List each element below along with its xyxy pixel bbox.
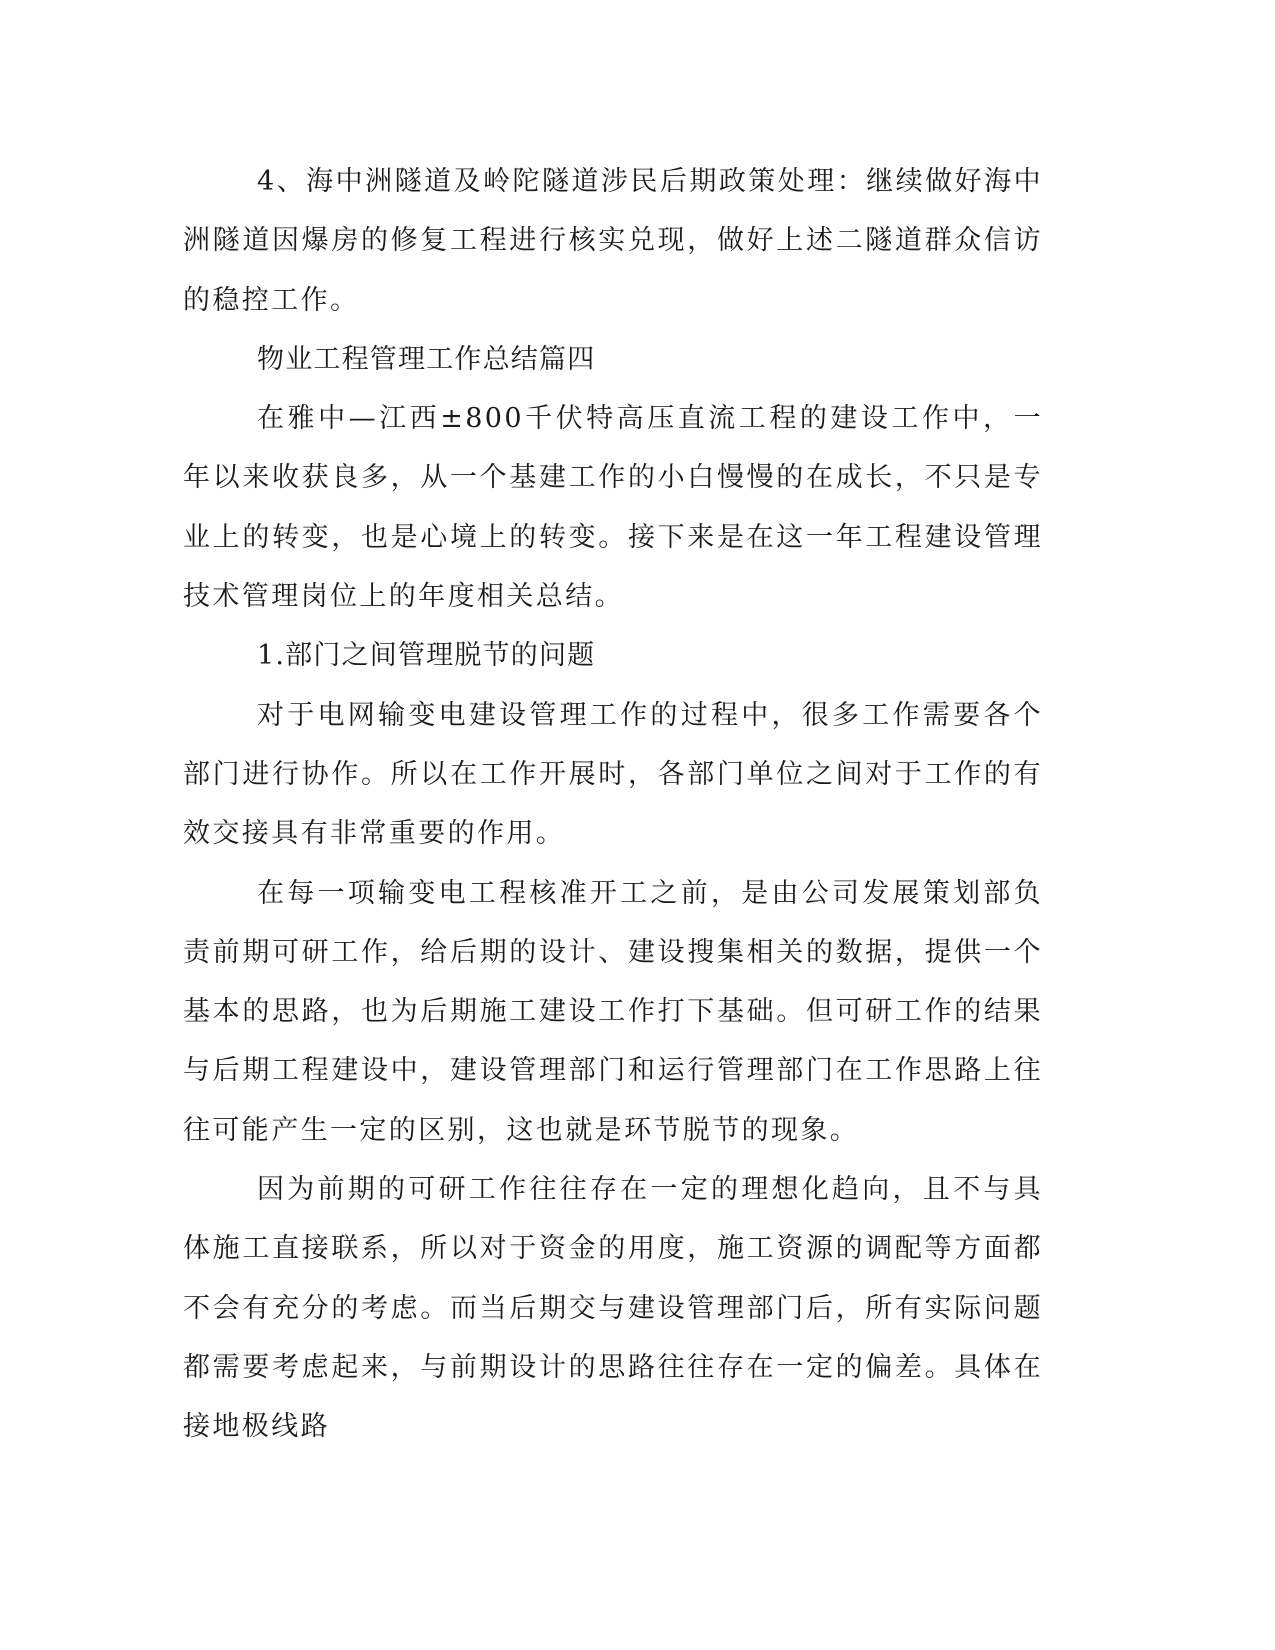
subheading-department-disconnect: 1.部门之间管理脱节的问题 [257, 640, 596, 672]
paragraph-intro: 在雅中—江西±800千伏特高压直流工程的建设工作中，一年以来收获良多，从一个基建工作的小白慢慢的在成长，不只是专业上的转变，也是心境上的转变。接下来是在这一年工程建设管理技术管理岗位上的年度相关总结。 [183, 403, 1043, 613]
paragraph-coordination: 对于电网输变电建设管理工作的过程中，很多工作需要各个部门进行协作。所以在工作开展时，各部门单位之间对于工作的有效交接具有非常重要的作用。 [183, 699, 1043, 850]
paragraph-idealization: 因为前期的可研工作往往存在一定的理想化趋向，且不与具体施工直接联系，所以对于资金的用度，施工资源的调配等方面都不会有充分的考虑。而当后期交与建设管理部门后，所有实际问题都需要考虑起来，与前期设计的思路往往存在一定的偏差。具体在接地极线路 [183, 1174, 1043, 1443]
section-heading-summary-four: 物业工程管理工作总结篇四 [257, 343, 596, 375]
document-page [183, 152, 1043, 1457]
paragraph-feasibility-study: 在每一项输变电工程核准开工之前，是由公司发展策划部负责前期可研工作，给后期的设计、建设搜集相关的数据，提供一个基本的思路，也为后期施工建设工作打下基础。但可研工作的结果与后期工程建设中，建设管理部门和运行管理部门在工作思路上往往可能产生一定的区别，这也就是环节脱节的现象。 [183, 877, 1043, 1146]
paragraph-tunnel-policy: 4、海中洲隧道及岭陀隧道涉民后期政策处理：继续做好海中洲隧道因爆房的修复工程进行核实兑现，做好上述二隧道群众信访的稳控工作。 [183, 166, 1043, 316]
